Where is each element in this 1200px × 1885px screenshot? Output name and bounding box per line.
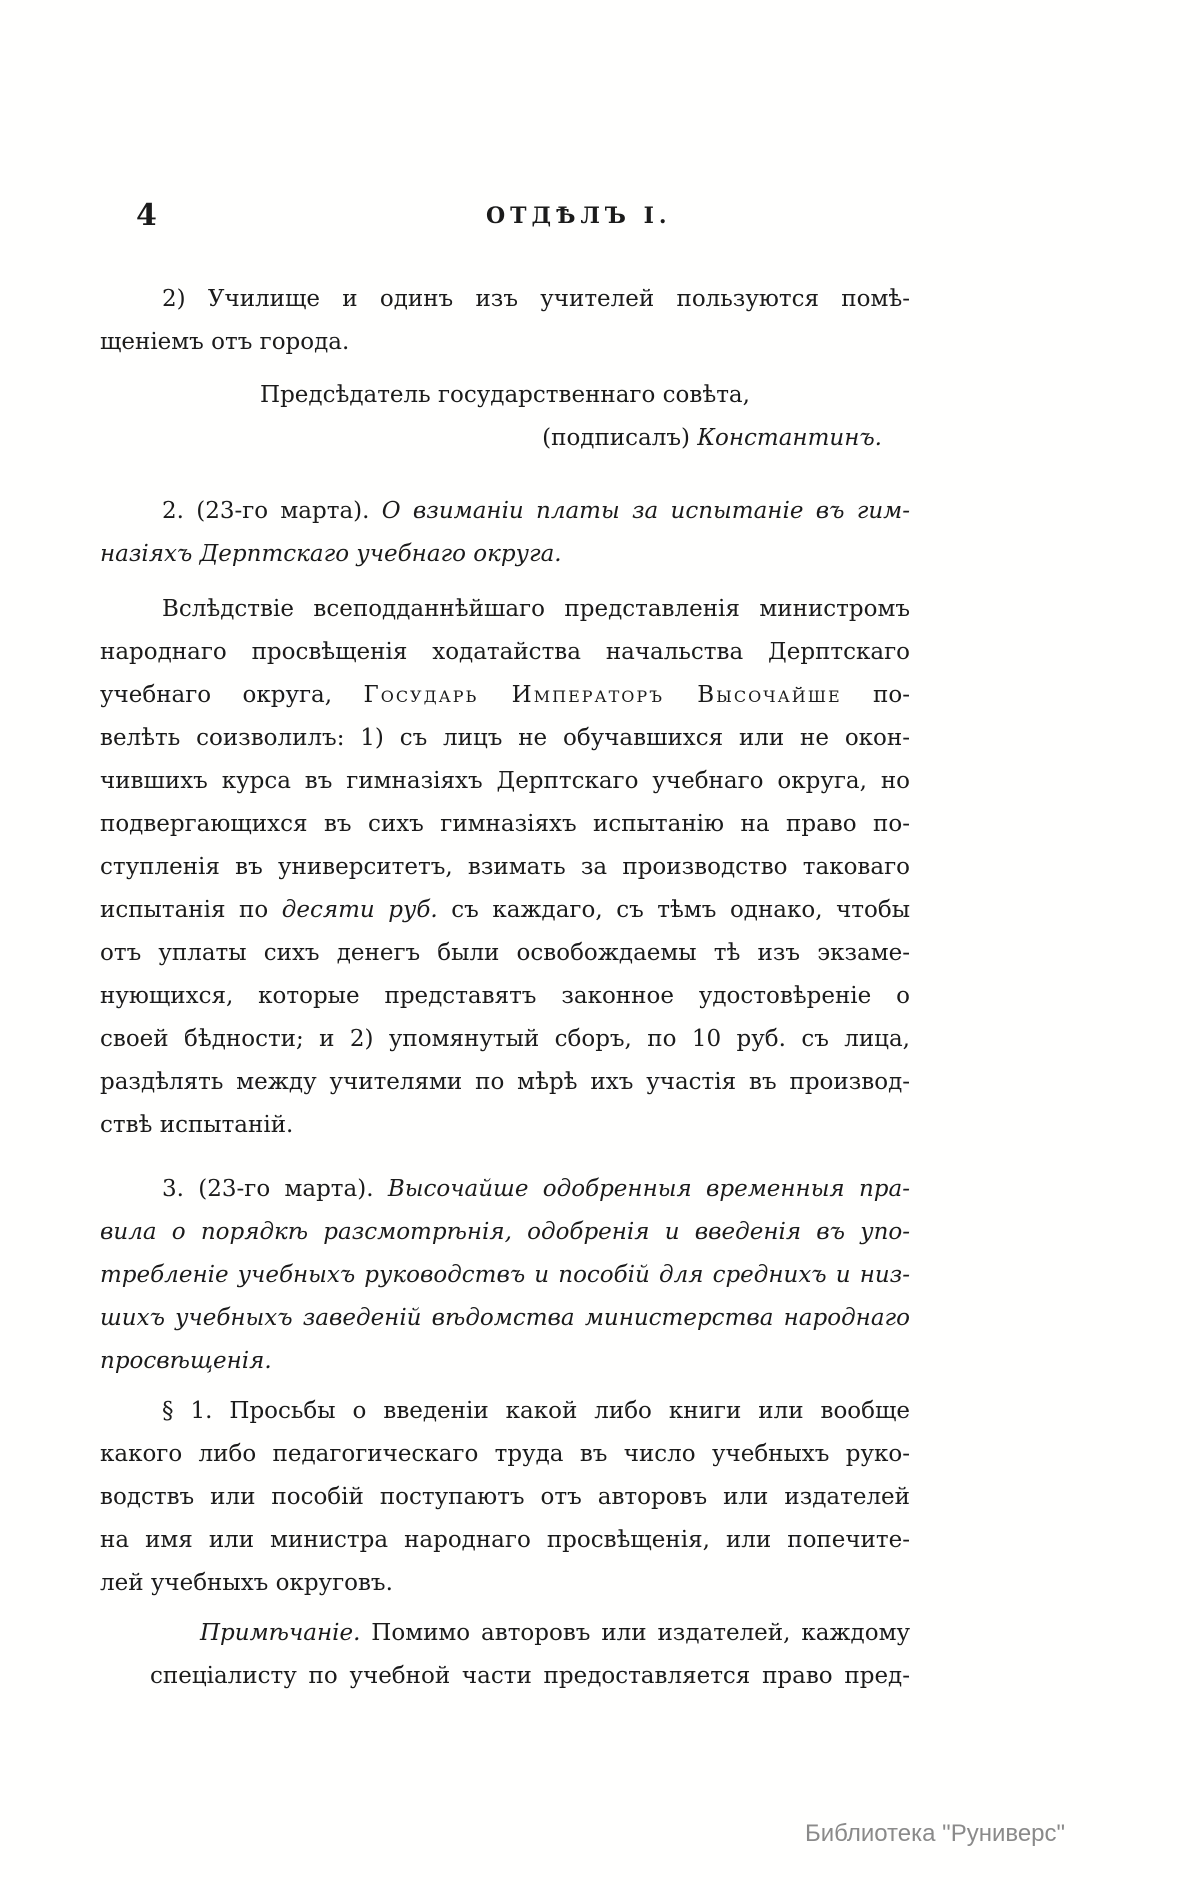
text-line	[100, 1562, 910, 1605]
text-line	[100, 374, 910, 417]
text-segment: учебнаго округа,	[100, 682, 364, 708]
note	[150, 1612, 910, 1698]
text-line	[100, 803, 910, 846]
text-line	[100, 490, 910, 533]
text-segment: Государь Императоръ Высочайше	[363, 682, 842, 708]
text-line	[100, 975, 910, 1018]
text-segment: раздѣлять между учителями по мѣрѣ ихъ участія въ производ-	[100, 1069, 910, 1095]
running-header: ОТДѢЛЪ I.	[486, 203, 672, 229]
text-segment: 2. (23-го марта).	[162, 498, 382, 524]
text-line	[100, 1476, 910, 1519]
text-segment: 2) Училище и одинъ изъ учителей пользуются помѣ-	[162, 286, 910, 312]
text-segment: щеніемъ отъ города.	[100, 329, 350, 355]
text-line	[100, 278, 910, 321]
text-segment: лей учебныхъ округовъ.	[100, 1570, 393, 1596]
text-segment: Вслѣдствіе всеподданнѣйшаго представленія министромъ	[162, 596, 910, 622]
text-segment: Примѣчаніе.	[200, 1620, 361, 1646]
text-segment: подвергающихся въ сихъ гимназіяхъ испытанію на право по-	[100, 811, 910, 837]
text-segment: десяти руб.	[281, 897, 438, 923]
text-segment: своей бѣдности; и 2) упомянутый сборъ, по 10 руб. съ лица,	[100, 1026, 910, 1052]
text-line	[100, 1519, 910, 1562]
text-line	[100, 1433, 910, 1476]
text-content	[100, 278, 910, 1698]
text-line	[100, 889, 910, 932]
text-line	[100, 321, 910, 364]
text-segment: по-	[841, 682, 911, 708]
text-segment: Помимо авторовъ или издателей, каждому	[360, 1620, 910, 1646]
text-segment: просвѣщенія.	[100, 1348, 272, 1374]
text-segment: (подписалъ)	[542, 425, 698, 451]
text-segment: вила о порядкѣ разсмотрѣнія, одобренія и введенія въ упо-	[100, 1219, 910, 1245]
text-line	[100, 932, 910, 975]
text-line	[150, 1612, 910, 1655]
text-line	[100, 1254, 910, 1297]
text-line	[100, 1104, 910, 1147]
text-segment: Предсѣдатель государственнаго совѣта,	[260, 382, 750, 408]
text-line	[100, 846, 910, 889]
text-segment: народнаго просвѣщенія ходатайства начальства Дерптскаго	[100, 639, 910, 665]
text-segment: какого либо педагогическаго труда въ число учебныхъ руко-	[100, 1441, 910, 1467]
page-number: 4	[136, 198, 158, 233]
text-segment: отъ уплаты сихъ денегъ были освобождаемы тѣ изъ экзаме-	[100, 940, 910, 966]
text-segment: нующихся, которые представятъ законное удостовѣреніе о	[100, 983, 910, 1009]
text-segment: на имя или министра народнаго просвѣщенія, или попечите-	[100, 1527, 910, 1553]
section-2-heading	[100, 490, 910, 576]
text-segment: 3. (23-го марта).	[162, 1176, 388, 1202]
text-line	[100, 1211, 910, 1254]
text-segment: ствѣ испытаній.	[100, 1112, 294, 1138]
text-line	[100, 674, 910, 717]
section-3-heading	[100, 1168, 910, 1383]
text-line	[150, 1655, 910, 1698]
text-line	[100, 1297, 910, 1340]
text-segment: § 1. Просьбы о введеніи какой либо книги или вообще	[162, 1398, 910, 1424]
text-line	[100, 1018, 910, 1061]
paragraph-continuation	[100, 278, 910, 364]
watermark-library-credit: Библиотека "Руниверс"	[805, 1820, 1066, 1847]
text-line	[100, 588, 910, 631]
text-segment: съ каждаго, съ тѣмъ однако, чтобы	[437, 897, 911, 923]
text-segment: спеціалисту по учебной части предоставляется право пред-	[150, 1663, 910, 1689]
text-segment: Константинъ.	[697, 425, 882, 451]
text-segment: чившихъ курса въ гимназіяхъ Дерптскаго учебнаго округа, но	[100, 768, 910, 794]
text-segment: ступленія въ университетъ, взимать за производство таковаго	[100, 854, 910, 880]
text-line	[100, 1340, 910, 1383]
text-segment: испытанія по	[100, 897, 282, 923]
text-segment: водствъ или пособій поступаютъ отъ авторовъ или издателей	[100, 1484, 910, 1510]
text-segment: требленіе учебныхъ руководствъ и пособій для среднихъ и низ-	[100, 1262, 910, 1288]
text-line	[100, 717, 910, 760]
text-line	[100, 533, 910, 576]
text-line	[100, 631, 910, 674]
text-segment: велѣть соизволилъ: 1) съ лицъ не обучавшихся или не окон-	[100, 725, 910, 751]
text-line	[100, 760, 910, 803]
text-line	[100, 1168, 910, 1211]
text-segment: шихъ учебныхъ заведеній вѣдомства министерства народнаго	[100, 1305, 910, 1331]
text-segment: назіяхъ Дерптскаго учебнаго округа.	[100, 541, 562, 567]
section-2-body	[100, 588, 910, 1147]
signature	[100, 374, 910, 460]
text-line	[100, 417, 910, 460]
text-segment: Высочайше одобренныя временныя пра-	[387, 1176, 910, 1202]
text-line	[100, 1390, 910, 1433]
text-line	[100, 1061, 910, 1104]
text-segment: О взиманіи платы за испытаніе въ гим-	[381, 498, 910, 524]
paragraph-s1	[100, 1390, 910, 1605]
